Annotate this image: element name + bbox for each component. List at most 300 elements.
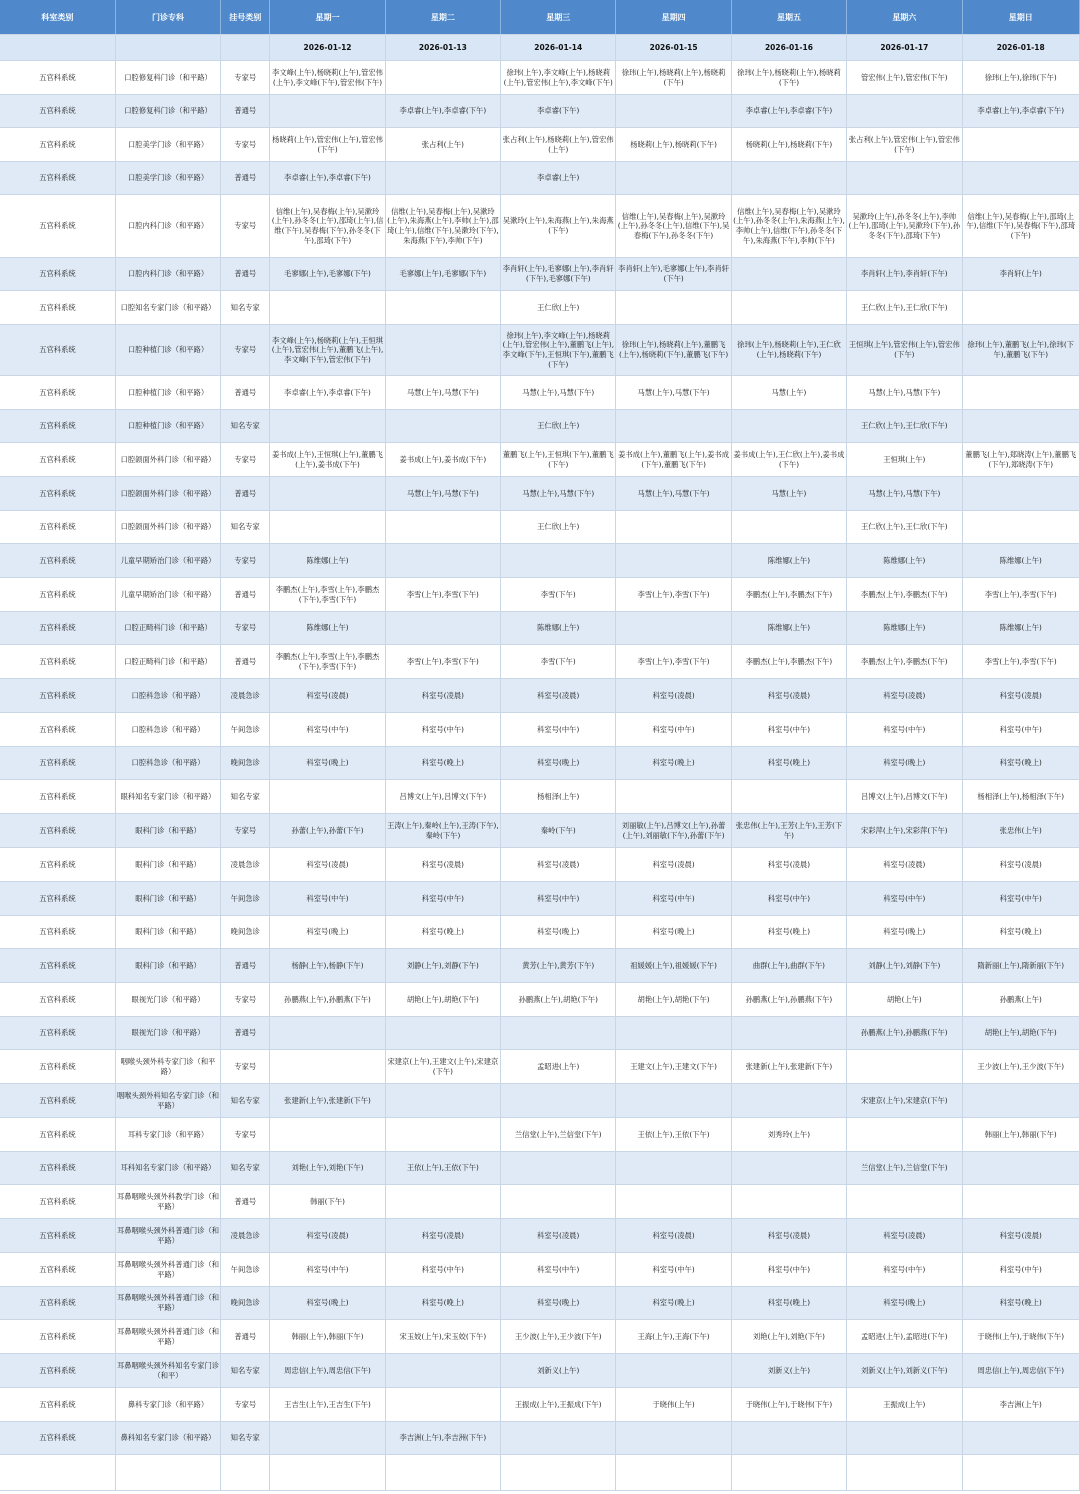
- table-row: [0, 410, 1080, 443]
- schedule-cell: [270, 1050, 385, 1084]
- table-row: [0, 95, 1080, 128]
- schedule-cell: 祖媛媛(上午),祖媛媛(下午): [616, 949, 731, 983]
- table-cell-clinic: 口腔修复科门诊（和平路）: [115, 61, 220, 95]
- schedule-cell: 科室号(凌晨): [731, 848, 846, 882]
- table-cell-reg-type: 晚间急诊: [221, 916, 270, 949]
- schedule-cell: 王建文(上午),王建文(下午): [616, 1050, 731, 1084]
- table-cell-reg-type: 专家号: [221, 61, 270, 95]
- table-cell-reg-type: [221, 1455, 270, 1491]
- schedule-cell: 董鹏飞(上午),王恒琪(下午),董鹏飞(下午): [501, 443, 616, 477]
- table-row: [0, 1152, 1080, 1185]
- table-cell-category: 五官科系统: [0, 780, 115, 814]
- table-row: [0, 645, 1080, 679]
- schedule-cell: [385, 1118, 500, 1152]
- table-row: [0, 376, 1080, 410]
- schedule-cell: 科室号(晚上): [501, 916, 616, 949]
- schedule-cell: [616, 544, 731, 578]
- table-cell-clinic: 耳鼻咽喉头颈外科普通门诊（和平路）: [115, 1287, 220, 1320]
- table-cell-clinic: 儿童早期矫治门诊（和平路）: [115, 578, 220, 612]
- table-cell-category: 五官科系统: [0, 325, 115, 376]
- table-row: [0, 713, 1080, 747]
- schedule-cell: [385, 325, 500, 376]
- schedule-cell: 韩丽(上午),韩丽(下午): [962, 1118, 1080, 1152]
- table-cell-reg-type: 普通号: [221, 477, 270, 511]
- column-header: 星期六: [847, 0, 962, 35]
- schedule-cell: 马慧(上午),马慧(下午): [616, 477, 731, 511]
- table-row: [0, 882, 1080, 916]
- schedule-cell: [270, 291, 385, 325]
- table-cell-clinic: 咽喉头颈外科知名专家门诊（和平路）: [115, 1084, 220, 1118]
- schedule-cell: 孙鹏燕(上午),胡艳(下午): [501, 983, 616, 1017]
- schedule-cell: 科室号(中午): [731, 882, 846, 916]
- schedule-cell: 马慧(上午),马慧(下午): [385, 477, 500, 511]
- table-cell-clinic: 耳鼻咽喉头颈外科普通门诊（和平路）: [115, 1253, 220, 1287]
- schedule-cell: 李肖轩(上午): [962, 258, 1080, 291]
- schedule-cell: 科室号(凌晨): [270, 1219, 385, 1253]
- schedule-cell: [501, 544, 616, 578]
- schedule-cell: 李卓睿(上午),李卓睿(下午): [270, 376, 385, 410]
- schedule-cell: [731, 258, 846, 291]
- schedule-cell: 信维(上午),吴春梅(上午),吴漱玲(上午),孙冬冬(上午),朱海燕(上午),李帅(上午),信维(下午),孙冬冬(下午),朱海燕(下午),李帅(下午): [731, 195, 846, 258]
- schedule-cell: 李鹏杰(上午),李鹏杰(下午): [847, 578, 962, 612]
- schedule-cell: 杨相泽(上午),杨相泽(下午): [962, 780, 1080, 814]
- column-header: 科室类别: [0, 0, 115, 35]
- schedule-cell: 马慧(上午),马慧(下午): [616, 376, 731, 410]
- schedule-cell: 信维(上午),吴春梅(上午),吴漱玲(上午),朱海燕(上午),李帅(上午),邵琦(上午),信维(下午),吴漱玲(下午),朱海燕(下午),李帅(下午): [385, 195, 500, 258]
- table-cell-reg-type: 专家号: [221, 983, 270, 1017]
- schedule-cell: 王恒琪(上午): [847, 443, 962, 477]
- date-cell-empty: [221, 35, 270, 61]
- table-row: [0, 1050, 1080, 1084]
- schedule-cell: 曲群(上午),曲群(下午): [731, 949, 846, 983]
- schedule-cell: 孙鹏燕(上午),孙鹏燕(下午): [731, 983, 846, 1017]
- schedule-cell: 李鹏杰(上午),李雪(上午),李鹏杰(下午),李雪(下午): [270, 578, 385, 612]
- schedule-cell: 胡艳(上午),胡艳(下午): [962, 1017, 1080, 1050]
- schedule-cell: 徐玮(上午),徐玮(下午): [962, 61, 1080, 95]
- table-cell-clinic: 口腔科急诊（和平路）: [115, 713, 220, 747]
- schedule-cell: 姜书成(上午),姜书成(下午): [385, 443, 500, 477]
- schedule-cell: [731, 1017, 846, 1050]
- table-cell-category: 五官科系统: [0, 713, 115, 747]
- table-cell-clinic: 口腔正畸科门诊（和平路）: [115, 612, 220, 645]
- schedule-cell: [385, 1354, 500, 1388]
- table-cell-reg-type: 知名专家: [221, 1354, 270, 1388]
- schedule-cell: 徐玮(上午),杨晓莉(上午),杨晓莉(下午): [731, 61, 846, 95]
- table-cell-category: 五官科系统: [0, 1422, 115, 1455]
- schedule-cell: [385, 511, 500, 544]
- table-cell-reg-type: 普通号: [221, 376, 270, 410]
- table-cell-clinic: 耳鼻咽喉头颈外科普通门诊（和平路）: [115, 1219, 220, 1253]
- schedule-cell: 科室号(中午): [385, 713, 500, 747]
- schedule-cell: 科室号(中午): [385, 882, 500, 916]
- schedule-cell: [616, 1455, 731, 1491]
- schedule-cell: 科室号(晚上): [385, 1287, 500, 1320]
- schedule-cell: 刘艳(上午),刘艳(下午): [731, 1320, 846, 1354]
- schedule-cell: 科室号(凌晨): [731, 679, 846, 713]
- schedule-cell: 科室号(中午): [501, 713, 616, 747]
- table-row: [0, 1422, 1080, 1455]
- date-cell-empty: [115, 35, 220, 61]
- table-cell-category: 五官科系统: [0, 1084, 115, 1118]
- schedule-cell: 隋新丽(上午),隋新丽(下午): [962, 949, 1080, 983]
- table-row: [0, 1118, 1080, 1152]
- table-cell-category: 五官科系统: [0, 1388, 115, 1422]
- schedule-cell: 李卓睿(上午): [501, 162, 616, 195]
- table-cell-reg-type: 午间急诊: [221, 882, 270, 916]
- table-cell-category: 五官科系统: [0, 291, 115, 325]
- schedule-cell: 周忠信(上午),周忠信(下午): [270, 1354, 385, 1388]
- schedule-cell: 马慧(上午),马慧(下午): [385, 376, 500, 410]
- schedule-cell: 陈维娜(上午): [962, 612, 1080, 645]
- schedule-cell: [501, 1455, 616, 1491]
- schedule-cell: 刘艳(上午),刘艳(下午): [270, 1152, 385, 1185]
- table-row: [0, 848, 1080, 882]
- schedule-cell: 陈维娜(上午): [731, 612, 846, 645]
- schedule-cell: 王依(上午),王依(下午): [385, 1152, 500, 1185]
- schedule-cell: 科室号(凌晨): [962, 679, 1080, 713]
- schedule-cell: 科室号(凌晨): [847, 1219, 962, 1253]
- table-row: [0, 544, 1080, 578]
- schedule-cell: 李卓睿(上午),李卓睿(下午): [962, 95, 1080, 128]
- table-cell-clinic: 口腔种植门诊（和平路）: [115, 376, 220, 410]
- schedule-cell: [962, 1084, 1080, 1118]
- schedule-cell: [270, 511, 385, 544]
- table-row: [0, 949, 1080, 983]
- schedule-cell: 吕博文(上午),吕博文(下午): [847, 780, 962, 814]
- schedule-cell: [501, 1422, 616, 1455]
- schedule-cell: 杨静(上午),杨静(下午): [270, 949, 385, 983]
- table-cell-reg-type: 午间急诊: [221, 713, 270, 747]
- table-cell-clinic: 眼科知名专家门诊（和平路）: [115, 780, 220, 814]
- schedule-cell: [270, 1455, 385, 1491]
- schedule-cell: [385, 1017, 500, 1050]
- schedule-cell: [847, 1118, 962, 1152]
- schedule-cell: 张忠伟(上午),王芳(上午),王芳(下午): [731, 814, 846, 848]
- schedule-cell: 科室号(中午): [616, 713, 731, 747]
- schedule-cell: 科室号(中午): [962, 713, 1080, 747]
- schedule-cell: 李吉洲(上午): [962, 1388, 1080, 1422]
- schedule-cell: [501, 1084, 616, 1118]
- table-cell-clinic: 口腔内科门诊（和平路）: [115, 258, 220, 291]
- table-cell-category: 五官科系统: [0, 645, 115, 679]
- schedule-cell: [616, 1422, 731, 1455]
- schedule-cell: [962, 1185, 1080, 1219]
- table-cell-category: 五官科系统: [0, 848, 115, 882]
- table-cell-reg-type: 普通号: [221, 949, 270, 983]
- schedule-cell: 科室号(晚上): [731, 747, 846, 780]
- schedule-cell: 科室号(晚上): [501, 1287, 616, 1320]
- schedule-cell: 科室号(中午): [270, 882, 385, 916]
- schedule-cell: 王振成(上午),王振成(下午): [501, 1388, 616, 1422]
- schedule-cell: [616, 1354, 731, 1388]
- table-cell-category: 五官科系统: [0, 1185, 115, 1219]
- table-cell-reg-type: 专家号: [221, 814, 270, 848]
- table-cell-category: 五官科系统: [0, 410, 115, 443]
- date-cell: 2026-01-14: [501, 35, 616, 61]
- table-row: [0, 1287, 1080, 1320]
- schedule-cell: [962, 291, 1080, 325]
- schedule-cell: 科室号(晚上): [847, 916, 962, 949]
- table-cell-clinic: 口腔美学门诊（和平路）: [115, 162, 220, 195]
- table-cell-reg-type: 专家号: [221, 1050, 270, 1084]
- table-cell-reg-type: 知名专家: [221, 1422, 270, 1455]
- schedule-cell: 科室号(凌晨): [731, 1219, 846, 1253]
- schedule-cell: 科室号(晚上): [385, 916, 500, 949]
- schedule-cell: 胡艳(上午),胡艳(下午): [616, 983, 731, 1017]
- schedule-cell: [501, 1185, 616, 1219]
- schedule-cell: [731, 1422, 846, 1455]
- table-cell-category: 五官科系统: [0, 814, 115, 848]
- column-header: 星期三: [501, 0, 616, 35]
- table-cell-clinic: 口腔修复科门诊（和平路）: [115, 95, 220, 128]
- table-cell-clinic: 鼻科专家门诊（和平路）: [115, 1388, 220, 1422]
- schedule-cell: 王仁欣(上午),王仁欣(下午): [847, 291, 962, 325]
- schedule-cell: 毛寥娜(上午),毛寥娜(下午): [385, 258, 500, 291]
- schedule-cell: 李肖轩(上午),毛寥娜(上午),李肖轩(下午): [616, 258, 731, 291]
- schedule-cell: [962, 511, 1080, 544]
- schedule-cell: 马慧(上午): [731, 477, 846, 511]
- schedule-cell: [385, 612, 500, 645]
- table-row: [0, 258, 1080, 291]
- schedule-cell: 孟昭进(上午): [501, 1050, 616, 1084]
- date-cell: 2026-01-17: [847, 35, 962, 61]
- schedule-cell: 王海(上午),王海(下午): [616, 1320, 731, 1354]
- column-header: 星期五: [731, 0, 846, 35]
- column-header: 星期一: [270, 0, 385, 35]
- schedule-cell: [270, 1118, 385, 1152]
- schedule-cell: 李雪(上午),李雪(下午): [616, 645, 731, 679]
- schedule-cell: [616, 1017, 731, 1050]
- table-cell-category: 五官科系统: [0, 1118, 115, 1152]
- schedule-cell: 于晓伟(上午),于晓伟(下午): [962, 1320, 1080, 1354]
- schedule-cell: 刘静(上午),刘静(下午): [385, 949, 500, 983]
- table-cell-category: 五官科系统: [0, 612, 115, 645]
- schedule-cell: 董鹏飞(上午),郑晓涛(上午),董鹏飞(下午),郑晓涛(下午): [962, 443, 1080, 477]
- schedule-cell: 张建新(上午),张建新(下午): [270, 1084, 385, 1118]
- table-row: [0, 325, 1080, 376]
- table-cell-category: 五官科系统: [0, 1219, 115, 1253]
- schedule-cell: 李吉洲(上午),李吉洲(下午): [385, 1422, 500, 1455]
- schedule-cell: 王振成(上午): [847, 1388, 962, 1422]
- schedule-cell: 科室号(晚上): [616, 1287, 731, 1320]
- table-cell-category: 五官科系统: [0, 1050, 115, 1084]
- schedule-cell: [616, 1152, 731, 1185]
- table-cell-category: 五官科系统: [0, 1253, 115, 1287]
- schedule-cell: 李卓睿(上午),李卓睿(下午): [731, 95, 846, 128]
- schedule-cell: [385, 410, 500, 443]
- table-cell-reg-type: 知名专家: [221, 511, 270, 544]
- date-cell: 2026-01-16: [731, 35, 846, 61]
- schedule-cell: 王吉生(上午),王吉生(下午): [270, 1388, 385, 1422]
- schedule-cell: 科室号(中午): [731, 1253, 846, 1287]
- schedule-cell: [731, 1084, 846, 1118]
- schedule-cell: [847, 95, 962, 128]
- schedule-cell: 科室号(凌晨): [385, 679, 500, 713]
- schedule-cell: 张忠伟(上午): [962, 814, 1080, 848]
- schedule-cell: 信维(上午),吴春梅(上午),邵琦(上午),信维(下午),吴春梅(下午),邵琦(下午): [962, 195, 1080, 258]
- table-cell-clinic: 耳科知名专家门诊（和平路）: [115, 1152, 220, 1185]
- schedule-cell: 科室号(凌晨): [962, 848, 1080, 882]
- table-header: [0, 0, 1080, 61]
- schedule-cell: 科室号(晚上): [962, 747, 1080, 780]
- table-row: [0, 578, 1080, 612]
- schedule-cell: [962, 1422, 1080, 1455]
- table-row: [0, 1388, 1080, 1422]
- table-row: [0, 1253, 1080, 1287]
- date-cell: 2026-01-13: [385, 35, 500, 61]
- schedule-cell: 科室号(晚上): [270, 747, 385, 780]
- table-cell-reg-type: 普通号: [221, 1017, 270, 1050]
- schedule-cell: 陈维娜(上午): [270, 612, 385, 645]
- table-cell-reg-type: 凌晨急诊: [221, 848, 270, 882]
- schedule-cell: 王恒琪(上午),管宏伟(上午),管宏伟(下午): [847, 325, 962, 376]
- schedule-cell: 李文峰(上午),杨晓莉(上午),王恒琪(上午),管宏伟(上午),董鹏飞(上午),李文峰(下午),管宏伟(下午): [270, 325, 385, 376]
- table-cell-reg-type: 专家号: [221, 128, 270, 162]
- schedule-cell: 于晓伟(上午),于晓伟(下午): [731, 1388, 846, 1422]
- table-row: [0, 61, 1080, 95]
- table-cell-reg-type: 知名专家: [221, 1152, 270, 1185]
- schedule-cell: [270, 95, 385, 128]
- table-cell-clinic: 耳鼻咽喉头颈外科知名专家门诊（和平）: [115, 1354, 220, 1388]
- schedule-cell: 科室号(晚上): [731, 1287, 846, 1320]
- table-row: [0, 1084, 1080, 1118]
- schedule-cell: [270, 780, 385, 814]
- table-cell-reg-type: 普通号: [221, 95, 270, 128]
- schedule-cell: 科室号(晚上): [847, 747, 962, 780]
- table-row: [0, 679, 1080, 713]
- schedule-cell: [385, 61, 500, 95]
- schedule-cell: [501, 1017, 616, 1050]
- table-cell-clinic: 耳科专家门诊（和平路）: [115, 1118, 220, 1152]
- schedule-cell: 科室号(中午): [616, 882, 731, 916]
- schedule-cell: 李雪(上午),李雪(下午): [385, 578, 500, 612]
- schedule-cell: [731, 410, 846, 443]
- schedule-cell: [385, 1388, 500, 1422]
- schedule-cell: 李雪(下午): [501, 578, 616, 612]
- table-cell-reg-type: 知名专家: [221, 1084, 270, 1118]
- table-cell-clinic: 耳鼻咽喉头颈外科普通门诊（和平路）: [115, 1320, 220, 1354]
- schedule-cell: 管宏伟(上午),管宏伟(下午): [847, 61, 962, 95]
- table-body: [0, 61, 1080, 1491]
- schedule-cell: 陈维娜(上午): [847, 612, 962, 645]
- schedule-cell: 吴漱玲(上午),孙冬冬(上午),李帅(上午),邵琦(上午),吴漱玲(下午),孙冬冬(下午),邵琦(下午): [847, 195, 962, 258]
- table-cell-reg-type: 专家号: [221, 1118, 270, 1152]
- schedule-cell: 科室号(凌晨): [847, 848, 962, 882]
- table-row: [0, 1455, 1080, 1491]
- schedule-cell: 科室号(凌晨): [270, 848, 385, 882]
- schedule-cell: 马慧(上午): [731, 376, 846, 410]
- table-row: [0, 195, 1080, 258]
- schedule-cell: 科室号(凌晨): [501, 679, 616, 713]
- schedule-cell: [616, 291, 731, 325]
- table-cell-clinic: 鼻科知名专家门诊（和平路）: [115, 1422, 220, 1455]
- table-cell-clinic: 口腔颌面外科门诊（和平路）: [115, 511, 220, 544]
- schedule-cell: 李卓睿(上午),李卓睿(下午): [385, 95, 500, 128]
- table-cell-clinic: 口腔种植门诊（和平路）: [115, 325, 220, 376]
- table-cell-clinic: 口腔美学门诊（和平路）: [115, 128, 220, 162]
- schedule-cell: 吕博文(上午),吕博文(下午): [385, 780, 500, 814]
- schedule-cell: 科室号(凌晨): [270, 679, 385, 713]
- table-cell-reg-type: 普通号: [221, 1320, 270, 1354]
- schedule-cell: 徐玮(上午),杨晓莉(上午),杨晓莉(下午): [616, 61, 731, 95]
- schedule-cell: [616, 612, 731, 645]
- schedule-cell: [847, 162, 962, 195]
- schedule-cell: 王少波(上午),王少波(下午): [501, 1320, 616, 1354]
- schedule-cell: 科室号(晚上): [731, 916, 846, 949]
- schedule-cell: 科室号(晚上): [847, 1287, 962, 1320]
- schedule-cell: [962, 162, 1080, 195]
- table-cell-clinic: 眼科门诊（和平路）: [115, 949, 220, 983]
- schedule-cell: [501, 1152, 616, 1185]
- table-cell-clinic: 耳鼻咽喉头颈外科教学门诊（和平路）: [115, 1185, 220, 1219]
- schedule-cell: 马慧(上午),马慧(下午): [847, 376, 962, 410]
- table-cell-category: 五官科系统: [0, 1152, 115, 1185]
- schedule-cell: 胡艳(上午),胡艳(下午): [385, 983, 500, 1017]
- table-cell-category: 五官科系统: [0, 443, 115, 477]
- schedule-cell: 科室号(中午): [501, 1253, 616, 1287]
- table-row: [0, 814, 1080, 848]
- schedule-cell: 科室号(凌晨): [501, 1219, 616, 1253]
- table-cell-category: 五官科系统: [0, 95, 115, 128]
- date-cell-empty: [0, 35, 115, 61]
- schedule-cell: [270, 1017, 385, 1050]
- schedule-cell: 马慧(上午),马慧(下午): [847, 477, 962, 511]
- schedule-cell: 姜书成(上午),王恒琪(上午),董鹏飞(上午),姜书成(下午): [270, 443, 385, 477]
- schedule-cell: 陈维娜(上午): [731, 544, 846, 578]
- schedule-cell: 科室号(晚上): [616, 747, 731, 780]
- schedule-cell: 科室号(中午): [270, 713, 385, 747]
- schedule-cell: 张占利(上午): [385, 128, 500, 162]
- schedule-cell: [616, 511, 731, 544]
- table-cell-category: 五官科系统: [0, 195, 115, 258]
- schedule-cell: 宋建京(上午),王建文(上午),宋建京(下午): [385, 1050, 500, 1084]
- schedule-cell: 兰信堂(上午),兰信堂(下午): [501, 1118, 616, 1152]
- schedule-cell: 李卓睿(上午),李卓睿(下午): [270, 162, 385, 195]
- schedule-cell: 徐玮(上午),李文峰(上午),杨晓莉(上午),管宏伟(上午),李文峰(下午): [501, 61, 616, 95]
- table-cell-clinic: 眼科门诊（和平路）: [115, 882, 220, 916]
- schedule-cell: 科室号(凌晨): [385, 1219, 500, 1253]
- schedule-cell: 科室号(中午): [847, 713, 962, 747]
- schedule-cell: 科室号(凌晨): [616, 1219, 731, 1253]
- schedule-cell: 李雪(上午),李雪(下午): [385, 645, 500, 679]
- schedule-cell: [962, 410, 1080, 443]
- schedule-cell: 胡艳(上午): [847, 983, 962, 1017]
- table-row: [0, 983, 1080, 1017]
- schedule-cell: [616, 162, 731, 195]
- schedule-cell: [731, 291, 846, 325]
- column-header: 星期二: [385, 0, 500, 35]
- table-cell-reg-type: 午间急诊: [221, 1253, 270, 1287]
- table-cell-clinic: 眼视光门诊（和平路）: [115, 1017, 220, 1050]
- schedule-cell: 科室号(中午): [847, 882, 962, 916]
- schedule-cell: [731, 1185, 846, 1219]
- table-cell-reg-type: 晚间急诊: [221, 747, 270, 780]
- schedule-cell: 于晓伟(上午): [616, 1388, 731, 1422]
- table-cell-category: 五官科系统: [0, 544, 115, 578]
- schedule-cell: [270, 477, 385, 511]
- schedule-cell: 孙鹏燕(上午),孙鹏燕(下午): [270, 983, 385, 1017]
- table-cell-reg-type: 知名专家: [221, 410, 270, 443]
- schedule-cell: [962, 1152, 1080, 1185]
- table-cell-category: 五官科系统: [0, 679, 115, 713]
- schedule-cell: 王少波(上午),王少波(下午): [962, 1050, 1080, 1084]
- schedule-cell: [385, 291, 500, 325]
- date-cell: 2026-01-12: [270, 35, 385, 61]
- schedule-cell: 刘新义(上午): [501, 1354, 616, 1388]
- table-row: [0, 1219, 1080, 1253]
- schedule-cell: 科室号(凌晨): [501, 848, 616, 882]
- table-cell-category: 五官科系统: [0, 1287, 115, 1320]
